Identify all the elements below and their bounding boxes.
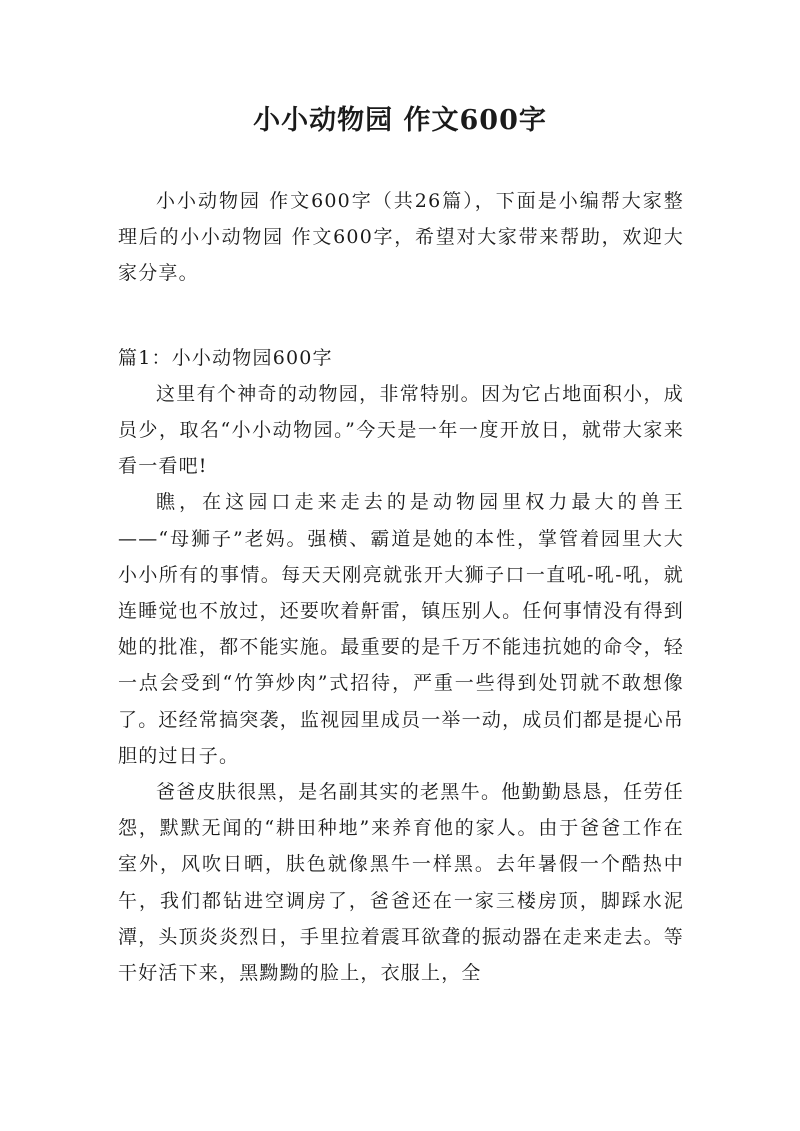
document-title: 小小动物园 作文600字 <box>253 105 547 136</box>
body-paragraph-2: 瞧，在这园口走来走去的是动物园里权力最大的兽王——“母狮子”老妈。强横、霸道是她的本性，掌管着园里大大小小所有的事情。每天天刚亮就张开大狮子口一直吼-吼-吼，就连睡觉也不放过，还要吹着鼾雷，镇压别人。任何事情没有得到她的批准，都不能实施。最重要的是千万不能违抗她的命令，轻一点会受到“竹笋炒肉”式招待，严重一些得到处罚就不敢想像了。还经常搞突袭，监视园里成员一举一动，成员们都是提心吊胆的过日子。 <box>118 491 684 767</box>
body-paragraph-3: 爸爸皮肤很黑，是名副其实的老黑牛。他勤勤恳恳，任劳任怨，默默无闻的“耕田种地”来养育他的家人。由于爸爸工作在室外，风吹日晒，肤色就像黑牛一样黑。去年暑假一个酷热中午，我们都钻进空调房了，爸爸还在一家三楼房顶，脚踩水泥潭，头顶炎炎烈日，手里拉着震耳欲聋的振动器在走来走去。等干好活下来，黑黝黝的脸上，衣服上，全 <box>118 781 684 985</box>
intro-paragraph: 小小动物园 作文600字（共26篇），下面是小编帮大家整理后的小小动物园 作文600字，希望对大家带来帮助，欢迎大家分享。 <box>118 190 684 285</box>
document-body <box>118 183 684 991</box>
section-heading: 篇1：小小动物园600字 <box>118 346 333 369</box>
body-paragraph-1: 这里有个神奇的动物园，非常特别。因为它占地面积小，成员少，取名“小小动物园。”今天是一年一度开放日，就带大家来看一看吧! <box>118 382 684 478</box>
